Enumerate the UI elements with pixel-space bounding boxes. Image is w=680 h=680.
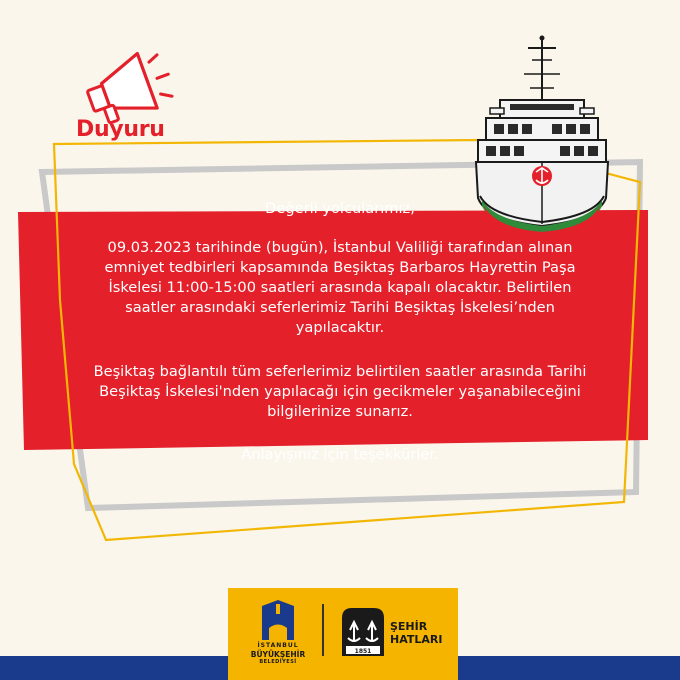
- ibb-text-line-3: BELEDİYESİ: [259, 659, 297, 665]
- announcement-paragraph-2: Beşiktaş bağlantılı tüm seferlerimiz belirtilen saatler arasında Tarihi Beşiktaş İskelesi'nden yapılacağı için gecikmeler yaşanabileceğini bilgilerinize sunarız.: [93, 363, 587, 420]
- closing-text: Anlayışınız için teşekkürler.: [241, 446, 439, 463]
- announcement-paragraph-1: 09.03.2023 tarihinde (bugün), İstanbul Valiliği tarafından alınan emniyet tedbirleri kapsamında Beşiktaş Barbaros Hayrettin Paşa İskelesi 11:00-15:00 saatleri arasında kapalı olacaktır. Belirtilen saatler arasındaki seferlerimiz Tarihi Beşiktaş İskelesi’nden yapılacaktır.: [104, 239, 576, 336]
- ibb-text-line-1: İSTANBUL: [257, 642, 299, 649]
- footer-divider: [322, 604, 324, 656]
- greeting-text: Değerli yolcularımız,: [265, 200, 415, 217]
- sehir-hatlari-emblem-icon: [340, 608, 386, 656]
- sh-badge-text: 1851: [354, 648, 372, 655]
- hatlari-text: HATLARI: [390, 633, 443, 646]
- announcement-title: Duyuru: [76, 117, 165, 142]
- ibb-text-line-2: BÜYÜKŞEHİR: [250, 650, 306, 659]
- sehir-text: ŞEHİR: [390, 620, 428, 633]
